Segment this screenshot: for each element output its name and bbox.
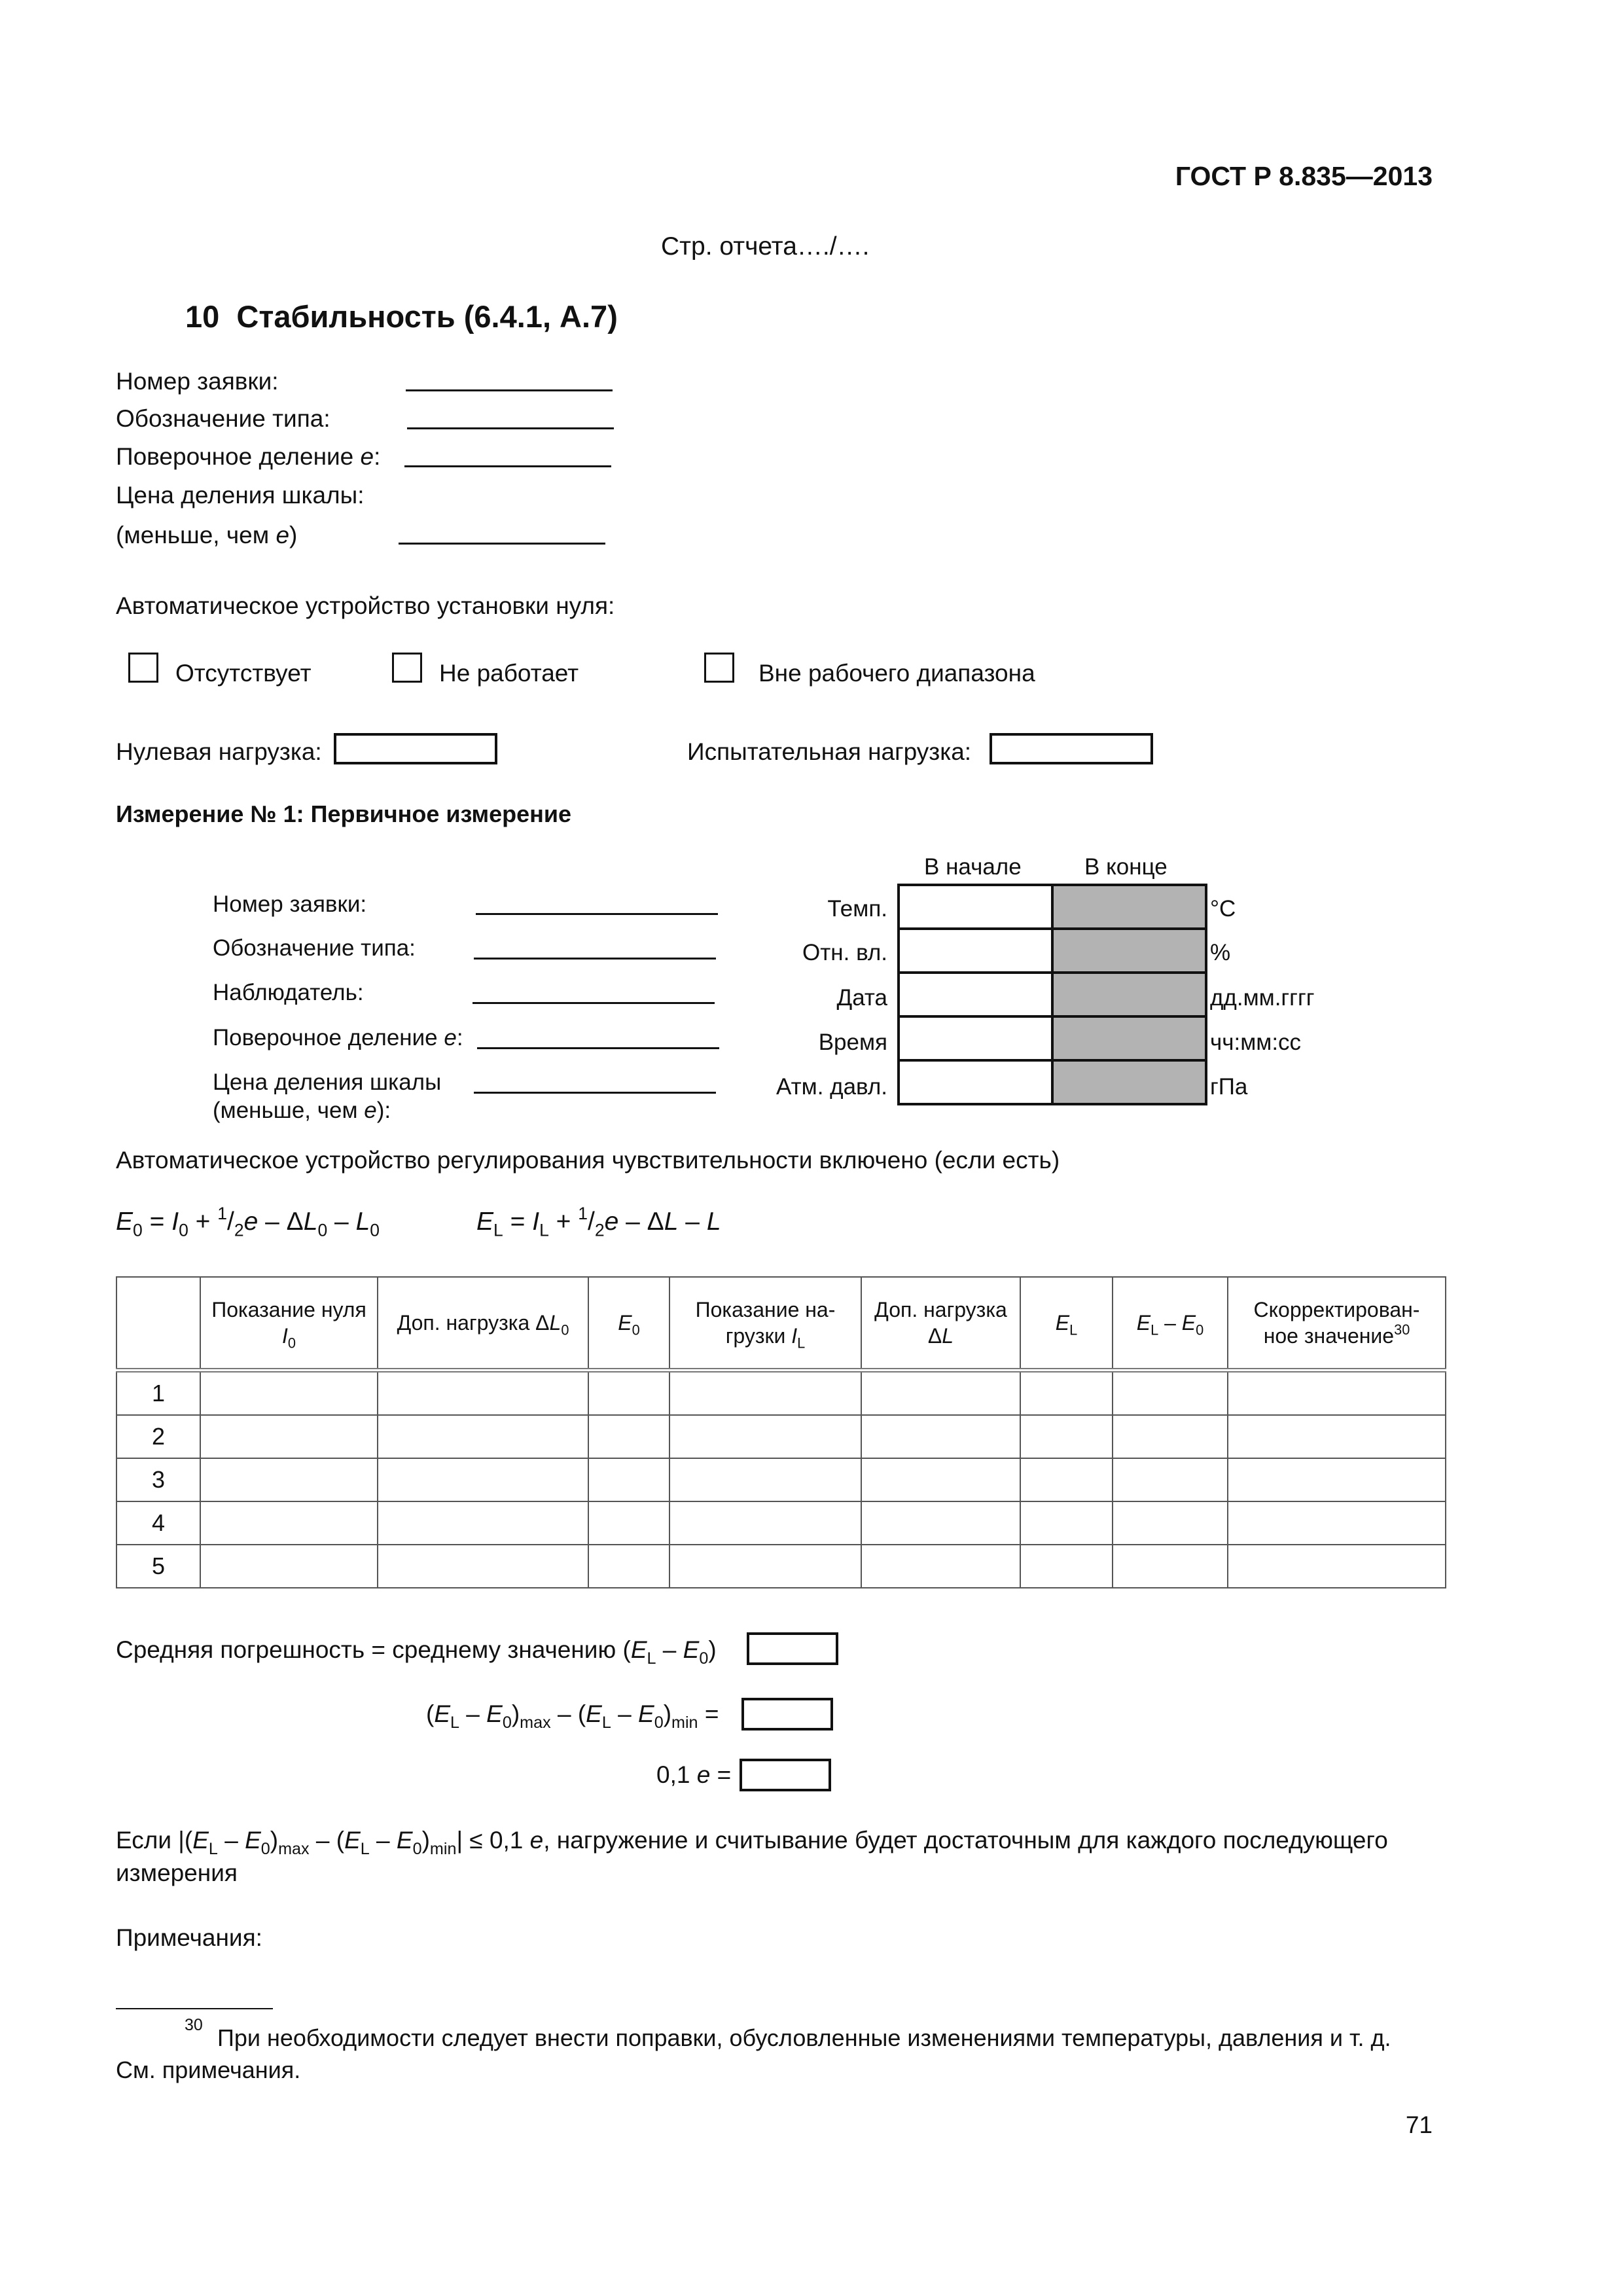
cell[interactable] (1228, 1501, 1446, 1545)
mean-error-label: Средняя погрешность = среднему значению $(E_L - E_0)$ (116, 1636, 717, 1668)
col-start-header: В начале (924, 854, 1022, 880)
header-corrected: Скорректирован- ное значение$^{30}$ (1228, 1277, 1446, 1371)
cell[interactable] (200, 1458, 378, 1501)
tenth-e-box[interactable] (740, 1759, 831, 1791)
field-division-line[interactable] (404, 465, 611, 467)
header-el-minus-e0: $E_L - E_0$ (1113, 1277, 1228, 1371)
row-index: 4 (116, 1501, 200, 1545)
cell[interactable] (200, 1371, 378, 1416)
mean-error-box[interactable] (747, 1632, 838, 1665)
measurement-table (116, 1276, 1446, 1588)
cell[interactable] (669, 1501, 861, 1545)
report-page: Стр. отчета…./…. (661, 232, 870, 260)
cell[interactable] (1020, 1415, 1113, 1458)
row-index: 3 (116, 1458, 200, 1501)
cell[interactable] (200, 1545, 378, 1588)
header-load-reading: Показание на- грузки $I_L$ (669, 1277, 861, 1371)
m-observer-line[interactable] (473, 1002, 715, 1004)
footnote-text-line2: См. примечания. (116, 2056, 301, 2083)
cond-label-date: Дата (836, 985, 887, 1011)
m-division-line[interactable] (477, 1047, 719, 1049)
cell[interactable] (1113, 1545, 1228, 1588)
cell[interactable] (669, 1545, 861, 1588)
range-box[interactable] (741, 1698, 833, 1731)
notes-label: Примечания: (116, 1924, 262, 1951)
page-number: 71 (1405, 2111, 1433, 2138)
cell[interactable] (378, 1371, 588, 1416)
table-row (116, 1371, 1446, 1416)
field-division-label: Поверочное деление e: (116, 443, 381, 470)
cell[interactable] (1228, 1371, 1446, 1416)
cond-unit-time: чч:мм:сс (1210, 1030, 1302, 1055)
table-row (116, 1415, 1446, 1458)
m-type-label: Обозначение типа: (213, 935, 416, 961)
cell[interactable] (1113, 1458, 1228, 1501)
option-absent-label: Отсутствует (175, 660, 312, 687)
field-type-line[interactable] (407, 427, 614, 429)
range-formula: $(E_L - E_0)_{max} - (E_L - E_0)_{min}$ = (426, 1700, 719, 1732)
field-scale-note: (меньше, чем e) (116, 522, 298, 548)
cell[interactable] (378, 1458, 588, 1501)
test-load-box[interactable] (990, 733, 1153, 764)
zero-load-label: Нулевая нагрузка: (116, 738, 322, 765)
cell[interactable] (1113, 1371, 1228, 1416)
row-index: 5 (116, 1545, 200, 1588)
m-scale-note: (меньше, чем e): (213, 1098, 391, 1123)
cell[interactable] (861, 1371, 1020, 1416)
cell[interactable] (1113, 1501, 1228, 1545)
cell[interactable] (588, 1501, 669, 1545)
footnote-separator (116, 2008, 273, 2009)
cell[interactable] (861, 1458, 1020, 1501)
cell[interactable] (378, 1545, 588, 1588)
formula-e0: $E_0 = I_0 + ^1/_2e - \Delta L_0 - L_0$ (116, 1204, 380, 1240)
cell[interactable] (200, 1501, 378, 1545)
field-scale-line[interactable] (399, 543, 605, 545)
header-zero-reading: Показание нуля $I_0$ (200, 1277, 378, 1371)
measurement-title: Измерение № 1: Первичное измерение (116, 800, 572, 827)
option-out-of-range-label: Вне рабочего диапазона (758, 660, 1035, 687)
table-row (116, 1458, 1446, 1501)
cond-end-cell (1052, 973, 1206, 1016)
cell[interactable] (378, 1415, 588, 1458)
m-type-line[interactable] (474, 958, 716, 960)
cell[interactable] (1113, 1415, 1228, 1458)
header-el: $E_L$ (1020, 1277, 1113, 1371)
header-e0: $E_0$ (588, 1277, 669, 1371)
cell[interactable] (1228, 1545, 1446, 1588)
option-not-working-label: Не работает (439, 660, 579, 687)
cond-end-cell (1052, 1016, 1206, 1060)
cond-end-cell (1052, 929, 1206, 973)
cond-unit-humidity: % (1210, 940, 1231, 965)
cond-end-cell (1052, 1060, 1206, 1104)
m-division-label: Поверочное деление e: (213, 1025, 463, 1050)
tenth-e-formula: 0,1 e = (656, 1761, 732, 1788)
cond-end-cell (1052, 885, 1206, 929)
footnote-number: 30 (185, 2016, 203, 2034)
table-row (116, 1545, 1446, 1588)
field-scale-label: Цена деления шкалы: (116, 482, 365, 509)
cond-label-humidity: Отн. вл. (802, 940, 887, 965)
cond-label-time: Время (818, 1030, 887, 1055)
cond-start-cell[interactable] (899, 929, 1052, 973)
m-scale-label: Цена деления шкалы (213, 1069, 442, 1095)
cond-label-temp: Темп. (827, 896, 887, 922)
field-request-label: Номер заявки: (116, 368, 279, 395)
cell[interactable] (861, 1415, 1020, 1458)
formula-el: $E_L = I_L + ^1/_2e - \Delta L - L$ (476, 1204, 721, 1240)
footnote-text: При необходимости следует внести поправки, обусловленные изменениями температуры, давления и т. д. (217, 2024, 1391, 2051)
cond-unit-temp: °C (1210, 896, 1236, 922)
cell[interactable] (588, 1545, 669, 1588)
cell[interactable] (378, 1501, 588, 1545)
cell[interactable] (588, 1415, 669, 1458)
m-observer-label: Наблюдатель: (213, 980, 364, 1005)
cell[interactable] (669, 1415, 861, 1458)
checkbox-out-of-range[interactable] (704, 653, 734, 683)
cell[interactable] (669, 1371, 861, 1416)
cell[interactable] (861, 1545, 1020, 1588)
header-add-load: Доп. нагрузка ΔL (861, 1277, 1020, 1371)
cond-unit-date: дд.мм.гггг (1210, 985, 1315, 1011)
field-request-line[interactable] (406, 389, 613, 391)
standard-number: ГОСТ Р 8.835—2013 (1175, 161, 1433, 191)
cond-start-cell[interactable] (899, 973, 1052, 1016)
header-index (116, 1277, 200, 1371)
cond-unit-pressure: гПа (1210, 1074, 1248, 1100)
header-add-load-zero: Доп. нагрузка $\Delta L_0$ (378, 1277, 588, 1371)
cond-start-cell[interactable] (899, 1060, 1052, 1104)
col-end-header: В конце (1084, 854, 1168, 880)
cell[interactable] (1020, 1501, 1113, 1545)
sensitivity-note: Автоматическое устройство регулирования чувствительности включено (если есть) (116, 1147, 1060, 1174)
section-title: 10 Стабильность (6.4.1, А.7) (185, 299, 618, 334)
cell[interactable] (1020, 1458, 1113, 1501)
cond-start-cell[interactable] (899, 885, 1052, 929)
cell[interactable] (588, 1371, 669, 1416)
cell[interactable] (1228, 1415, 1446, 1458)
field-type-label: Обозначение типа: (116, 405, 330, 432)
checkbox-absent[interactable] (128, 653, 158, 683)
table-header-row (116, 1277, 1446, 1371)
cond-label-pressure: Атм. давл. (776, 1074, 887, 1100)
zero-load-box[interactable] (334, 733, 497, 764)
table-row (116, 1501, 1446, 1545)
test-load-label: Испытательная нагрузка: (687, 738, 972, 765)
condition-sentence: Если $|(E_L - E_0)_{max} - (E_L - E_0)_{min}| \le 0,1$ e, нагружение и считывание будет достаточным для каждого последующего (116, 1827, 1388, 1858)
cell[interactable] (200, 1415, 378, 1458)
cell[interactable] (1020, 1371, 1113, 1416)
conditions-table (897, 884, 1207, 1105)
condition-sentence-line2: измерения (116, 1859, 238, 1886)
checkbox-not-working[interactable] (392, 653, 422, 683)
cell[interactable] (588, 1458, 669, 1501)
cell[interactable] (669, 1458, 861, 1501)
cell[interactable] (1020, 1545, 1113, 1588)
auto-zero-label: Автоматическое устройство установки нуля: (116, 592, 615, 619)
m-request-line[interactable] (476, 913, 718, 915)
row-index: 1 (116, 1371, 200, 1416)
m-request-label: Номер заявки: (213, 891, 367, 917)
cell[interactable] (1228, 1458, 1446, 1501)
row-index: 2 (116, 1415, 200, 1458)
cond-start-cell[interactable] (899, 1016, 1052, 1060)
cell[interactable] (861, 1501, 1020, 1545)
m-scale-line[interactable] (474, 1092, 716, 1094)
